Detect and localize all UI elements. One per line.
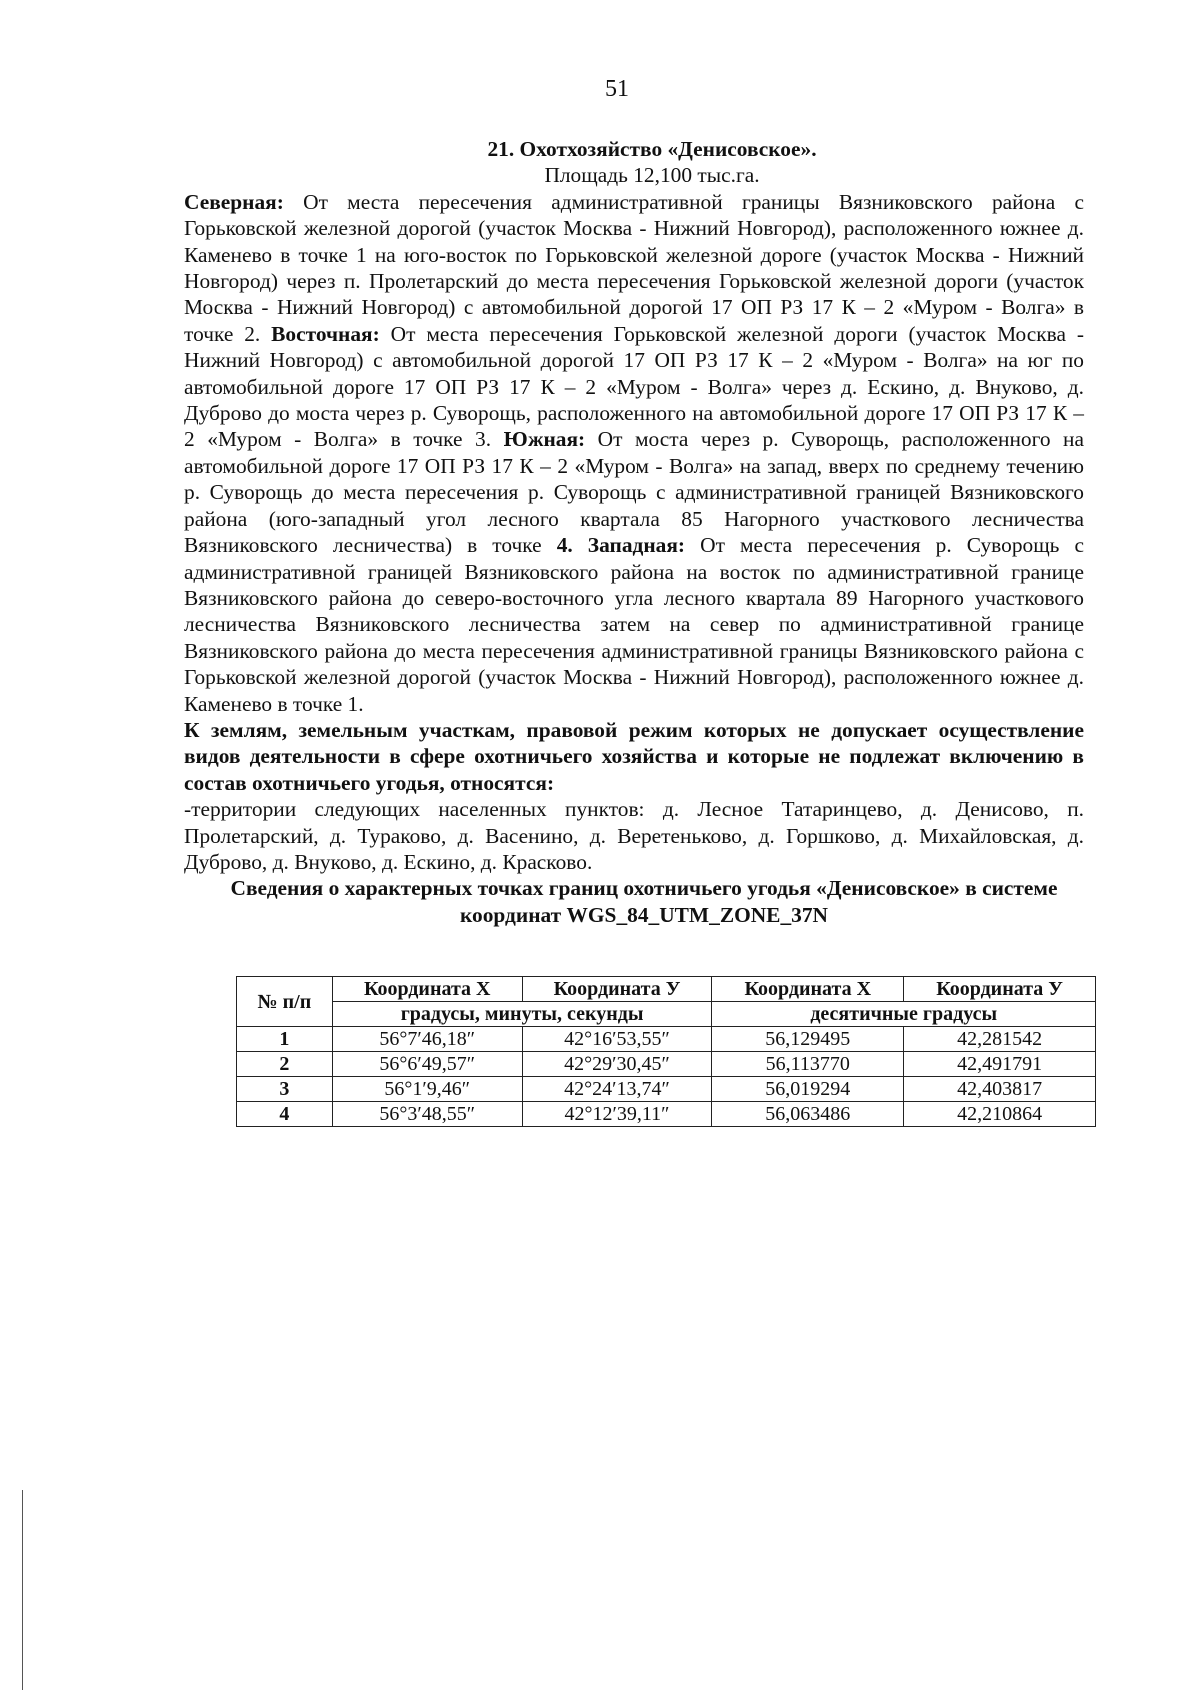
table-row xyxy=(237,1077,1096,1102)
table-row xyxy=(237,1027,1096,1052)
row-num: 1 xyxy=(237,1027,333,1052)
section-title: 21. Охотхозяйство «Денисовское». xyxy=(487,137,817,161)
row-y-dms: 42°29′30,45″ xyxy=(522,1052,712,1077)
row-y-dec: 42,281542 xyxy=(904,1027,1096,1052)
table-row xyxy=(237,1052,1096,1077)
boundary-description xyxy=(184,189,1084,717)
coordinates-table xyxy=(236,976,1096,1127)
row-x-dms: 56°7′46,18″ xyxy=(332,1027,522,1052)
north-text: От места пересечения административной границы Вязниковского района с Горьковской железной дорогой (участок Москва - Нижний Новгород), расположенного южнее д. Каменево в точке 1 на юго-восток по Горьковской железной дороге (участок Москва - Нижний Новгород) через п. Пролетарский до места пересечения Горьковской железной дороги (участок Москва - Нижний Новгород) с автомобильной дорогой 17 ОП РЗ 17 К – 2 «Муром - Волга» в точке 2. xyxy=(184,189,1084,346)
restricted-lands-heading: К землям, земельным участкам, правовой режим которых не допускает осуществление видов деятельности в сфере охотничьего хозяйства и которые не подлежат включению в состав охотничьего угодья, относятся: xyxy=(184,717,1084,795)
header-num: № п/п xyxy=(237,977,333,1027)
header-coord-x-dec: Координата Х xyxy=(712,977,904,1002)
south-point: 4. xyxy=(556,533,573,558)
row-x-dms: 56°3′48,55″ xyxy=(332,1102,522,1127)
row-y-dms: 42°24′13,74″ xyxy=(522,1077,712,1102)
row-x-dms: 56°6′49,57″ xyxy=(332,1052,522,1077)
document-body xyxy=(184,136,1084,928)
area-line: Площадь 12,100 тыс.га. xyxy=(544,163,760,188)
table-subheader-row xyxy=(237,1002,1096,1027)
table-row xyxy=(237,1102,1096,1127)
header-coord-y-dec: Координата У xyxy=(904,977,1096,1002)
row-num: 3 xyxy=(237,1077,333,1102)
row-y-dms: 42°12′39,11″ xyxy=(522,1102,712,1127)
west-text: От места пересечения р. Суворощь с административной границей Вязниковского района на восток по административной границе Вязниковского района до северо-восточного угла лесного квартала 89 Нагорного участкового лесничества Вязниковского лесничества затем на север по административной границе Вязниковского района до места пересечения административной границы Вязниковского района с Горьковской железной дорогой (участок Москва - Нижний Новгород), расположенного южнее д. Каменево в точке 1. xyxy=(184,533,1084,716)
row-x-dec: 56,063486 xyxy=(712,1102,904,1127)
table-title: Сведения о характерных точках границ охотничьего угодья «Денисовское» в системе координат WGS_84_UTM_ZONE_37N xyxy=(230,876,1058,927)
page-number: 51 xyxy=(605,76,629,102)
row-x-dec: 56,129495 xyxy=(712,1027,904,1052)
row-y-dms: 42°16′53,55″ xyxy=(522,1027,712,1052)
header-dms: градусы, минуты, секунды xyxy=(332,1002,712,1027)
row-y-dec: 42,491791 xyxy=(904,1052,1096,1077)
row-num: 2 xyxy=(237,1052,333,1077)
scan-margin-line xyxy=(22,1490,23,1690)
restricted-lands-text: -территории следующих населенных пунктов: д. Лесное Татаринцево, д. Денисово, п. Пролетарский, д. Тураково, д. Васенино, д. Веретеньково, д. Горшково, д. Михайловская, д. Дуброво, д. Внуково, д. Ескино, д. Красково. xyxy=(184,797,1084,874)
row-y-dec: 42,403817 xyxy=(904,1077,1096,1102)
row-x-dec: 56,113770 xyxy=(712,1052,904,1077)
north-label: Северная: xyxy=(184,189,284,214)
header-coord-x-dms: Координата Х xyxy=(332,977,522,1002)
west-label: Западная: xyxy=(572,533,686,558)
row-num: 4 xyxy=(237,1102,333,1127)
east-label: Восточная: xyxy=(271,321,380,346)
east-text: От места пересечения Горьковской железной дороги (участок Москва - Нижний Новгород) с автомобильной дорогой 17 ОП РЗ 17 К – 2 «Муром - Волга» на юг по автомобильной дороге 17 ОП РЗ 17 К – 2 «Муром - Волга» через д. Ескино, д. Внуково, д. Дуброво до моста через р. Суворощь, расположенного на автомобильной дороге 17 ОП РЗ 17 К – 2 «Муром - Волга» в точке 3. xyxy=(184,321,1084,452)
south-text: От моста через р. Суворощь, расположенного на автомобильной дороге 17 ОП РЗ 17 К – 2 «Муром - Волга» на запад, вверх по среднему течению р. Суворощь до места пересечения р. Суворощь с административной границей Вязниковского района (юго-западный угол лесного квартала 85 Нагорного участкового лесничества Вязниковского лесничества) в точке xyxy=(184,427,1084,558)
header-coord-y-dms: Координата У xyxy=(522,977,712,1002)
header-decimal: десятичные градусы xyxy=(712,1002,1096,1027)
table-header-row xyxy=(237,977,1096,1002)
row-y-dec: 42,210864 xyxy=(904,1102,1096,1127)
row-x-dec: 56,019294 xyxy=(712,1077,904,1102)
south-label: Южная: xyxy=(503,427,586,452)
row-x-dms: 56°1′9,46″ xyxy=(332,1077,522,1102)
